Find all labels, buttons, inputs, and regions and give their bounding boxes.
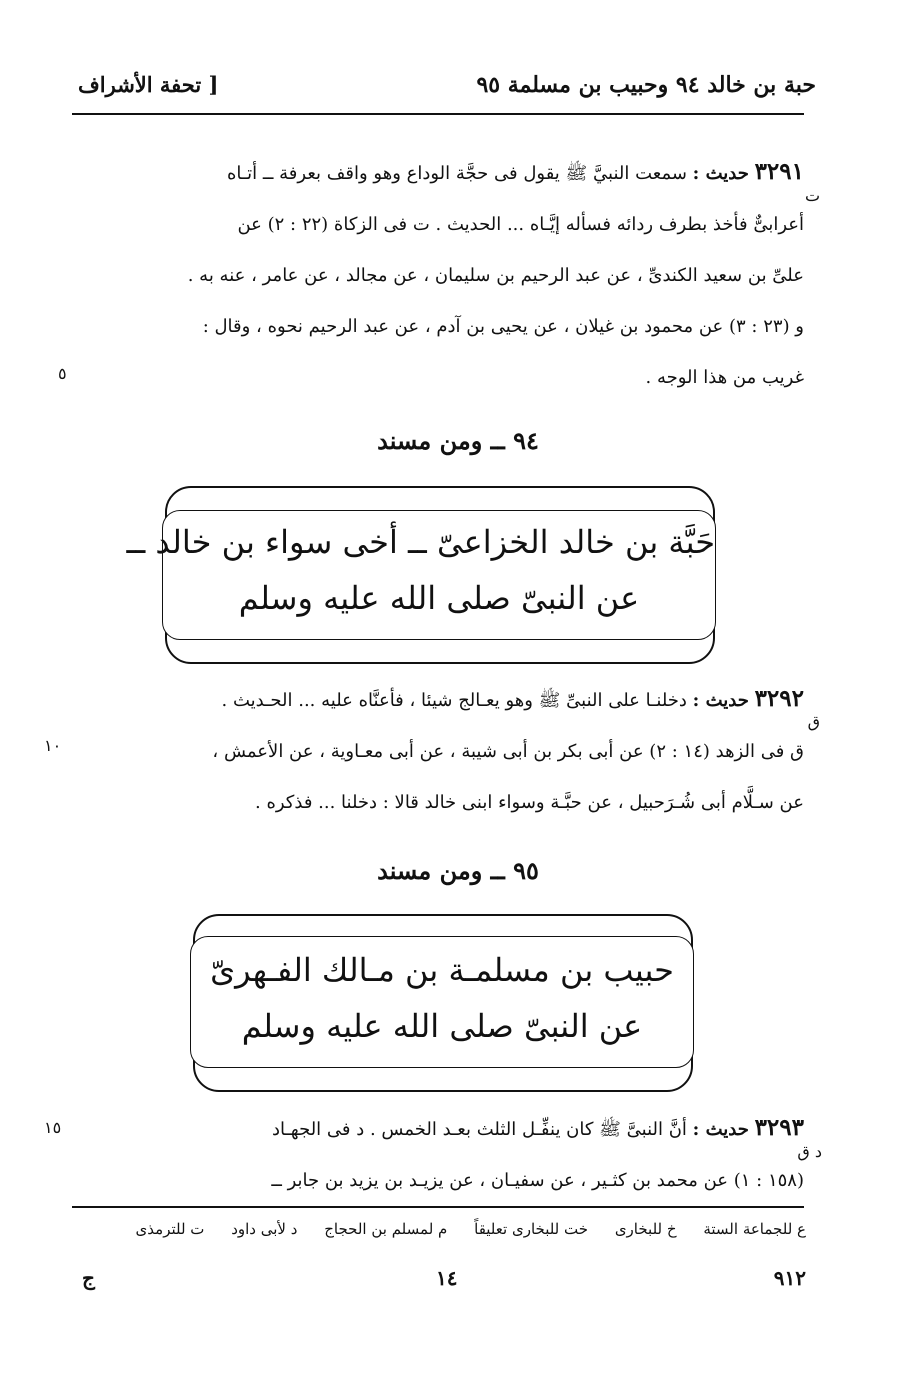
abbreviation-key [106,1220,806,1238]
line-number: ١٥ [44,1118,62,1137]
line-number: ١٠ [44,736,62,755]
narrator-name: حبيب بن مسلمـة بن مـالك الفـهرىّ [210,951,674,989]
abbreviation: ت للترمذى [135,1220,205,1238]
hadith-line: (١٥٨ : ١) عن محمد بن كثـير ، عن سفيـان ، عن يزيـد بن يزيد بن جابر ــ [271,1170,804,1191]
abbreviation: م لمسلم بن الحجاج [324,1220,448,1238]
hadith-number: ٣٢٩١ [754,158,804,185]
abbreviation: خت للبخارى تعليقاً [474,1220,589,1238]
abbreviation: ع للجماعة الستة [703,1220,806,1238]
section-box-inner [126,510,716,640]
book-title: [ تحفة الأشراف [78,72,219,97]
hadith-number: ٣٢٩٢ [754,685,804,712]
hadith-line: ق فى الزهد (١٤ : ٢) عن أبى بكر بن أبى شيبة ، عن أبى معـاوية ، عن الأعمش ، [212,741,804,762]
page-number: ٩١٢ [773,1266,806,1290]
hadith-line: غريب من هذا الوجه . [645,367,804,388]
volume-page-number: ١٤ [436,1266,458,1290]
hadith-word: حديث : [692,163,749,184]
margin-siglum: ق [807,712,820,731]
hadith-line: دخلنـا على النبىِّ ﷺ وهو يعـالج شيئا ، فأعنَّاه عليه ... الحـديث . [221,690,687,711]
margin-siglum: ت [804,186,820,205]
section-box-inner [190,936,694,1068]
section-box-94 [126,486,715,664]
running-title: حبة بن خالد ٩٤ وحبيب بن مسلمة ٩٥ [476,72,816,98]
narrator-source: عن النبىّ صلى الله عليه وسلم [241,1007,643,1045]
hadith-3293 [114,1102,804,1206]
hadith-line: علىِّ بن سعيد الكندىِّ ، عن عبد الرحيم بن سليمان ، عن مجالد ، عن عامر ، عنه به . [187,265,804,286]
volume-letter: ج [82,1266,95,1290]
hadith-word: حديث : [692,690,749,711]
hadith-line: أعرابىٌّ فأخذ بطرف ردائه فسأله إيَّـاه ... الحديث . ت فى الزكاة (٢٢ : ٢) عن [237,214,804,235]
line-number: ٥ [58,364,67,383]
narrator-source: عن النبىّ صلى الله عليه وسلم [238,579,640,617]
hadith-word: حديث : [692,1119,749,1140]
section-title-94: ٩٤ ــ ومن مسند [377,426,539,455]
abbreviation: خ للبخارى [614,1220,677,1238]
section-title-95: ٩٥ ــ ومن مسند [377,856,539,885]
margin-siglum: د ق [797,1142,822,1161]
hadith-3292 [114,673,804,828]
footer-rule [72,1206,804,1208]
hadith-line: عن سـلَّام أبى شُـرَحبيل ، عن حبَّـة وسواء ابنى خالد قالا : دخلنا ... فذكره . [255,792,804,813]
hadith-number: ٣٢٩٣ [754,1114,804,1141]
hadith-3291 [114,146,804,403]
hadith-line: أنَّ النبىَّ ﷺ كان ينفِّـل الثلث بعـد الخمس . د فى الجهـاد [272,1119,687,1140]
section-box-95 [193,914,693,1092]
hadith-line: سمعت النبيَّ ﷺ يقول فى حجَّة الوداع وهو واقف بعرفة ــ أتـاه [226,163,687,184]
hadith-line: و (٢٣ : ٣) عن محمود بن غيلان ، عن يحيى بن آدم ، عن عبد الرحيم نحوه ، وقال : [202,316,804,337]
abbreviation: د لأبى داود [231,1220,298,1238]
narrator-name: حَبَّة بن خالد الخزاعىّ ــ أخى سواء بن خالد ــ [126,523,715,561]
header-rule [72,113,804,115]
